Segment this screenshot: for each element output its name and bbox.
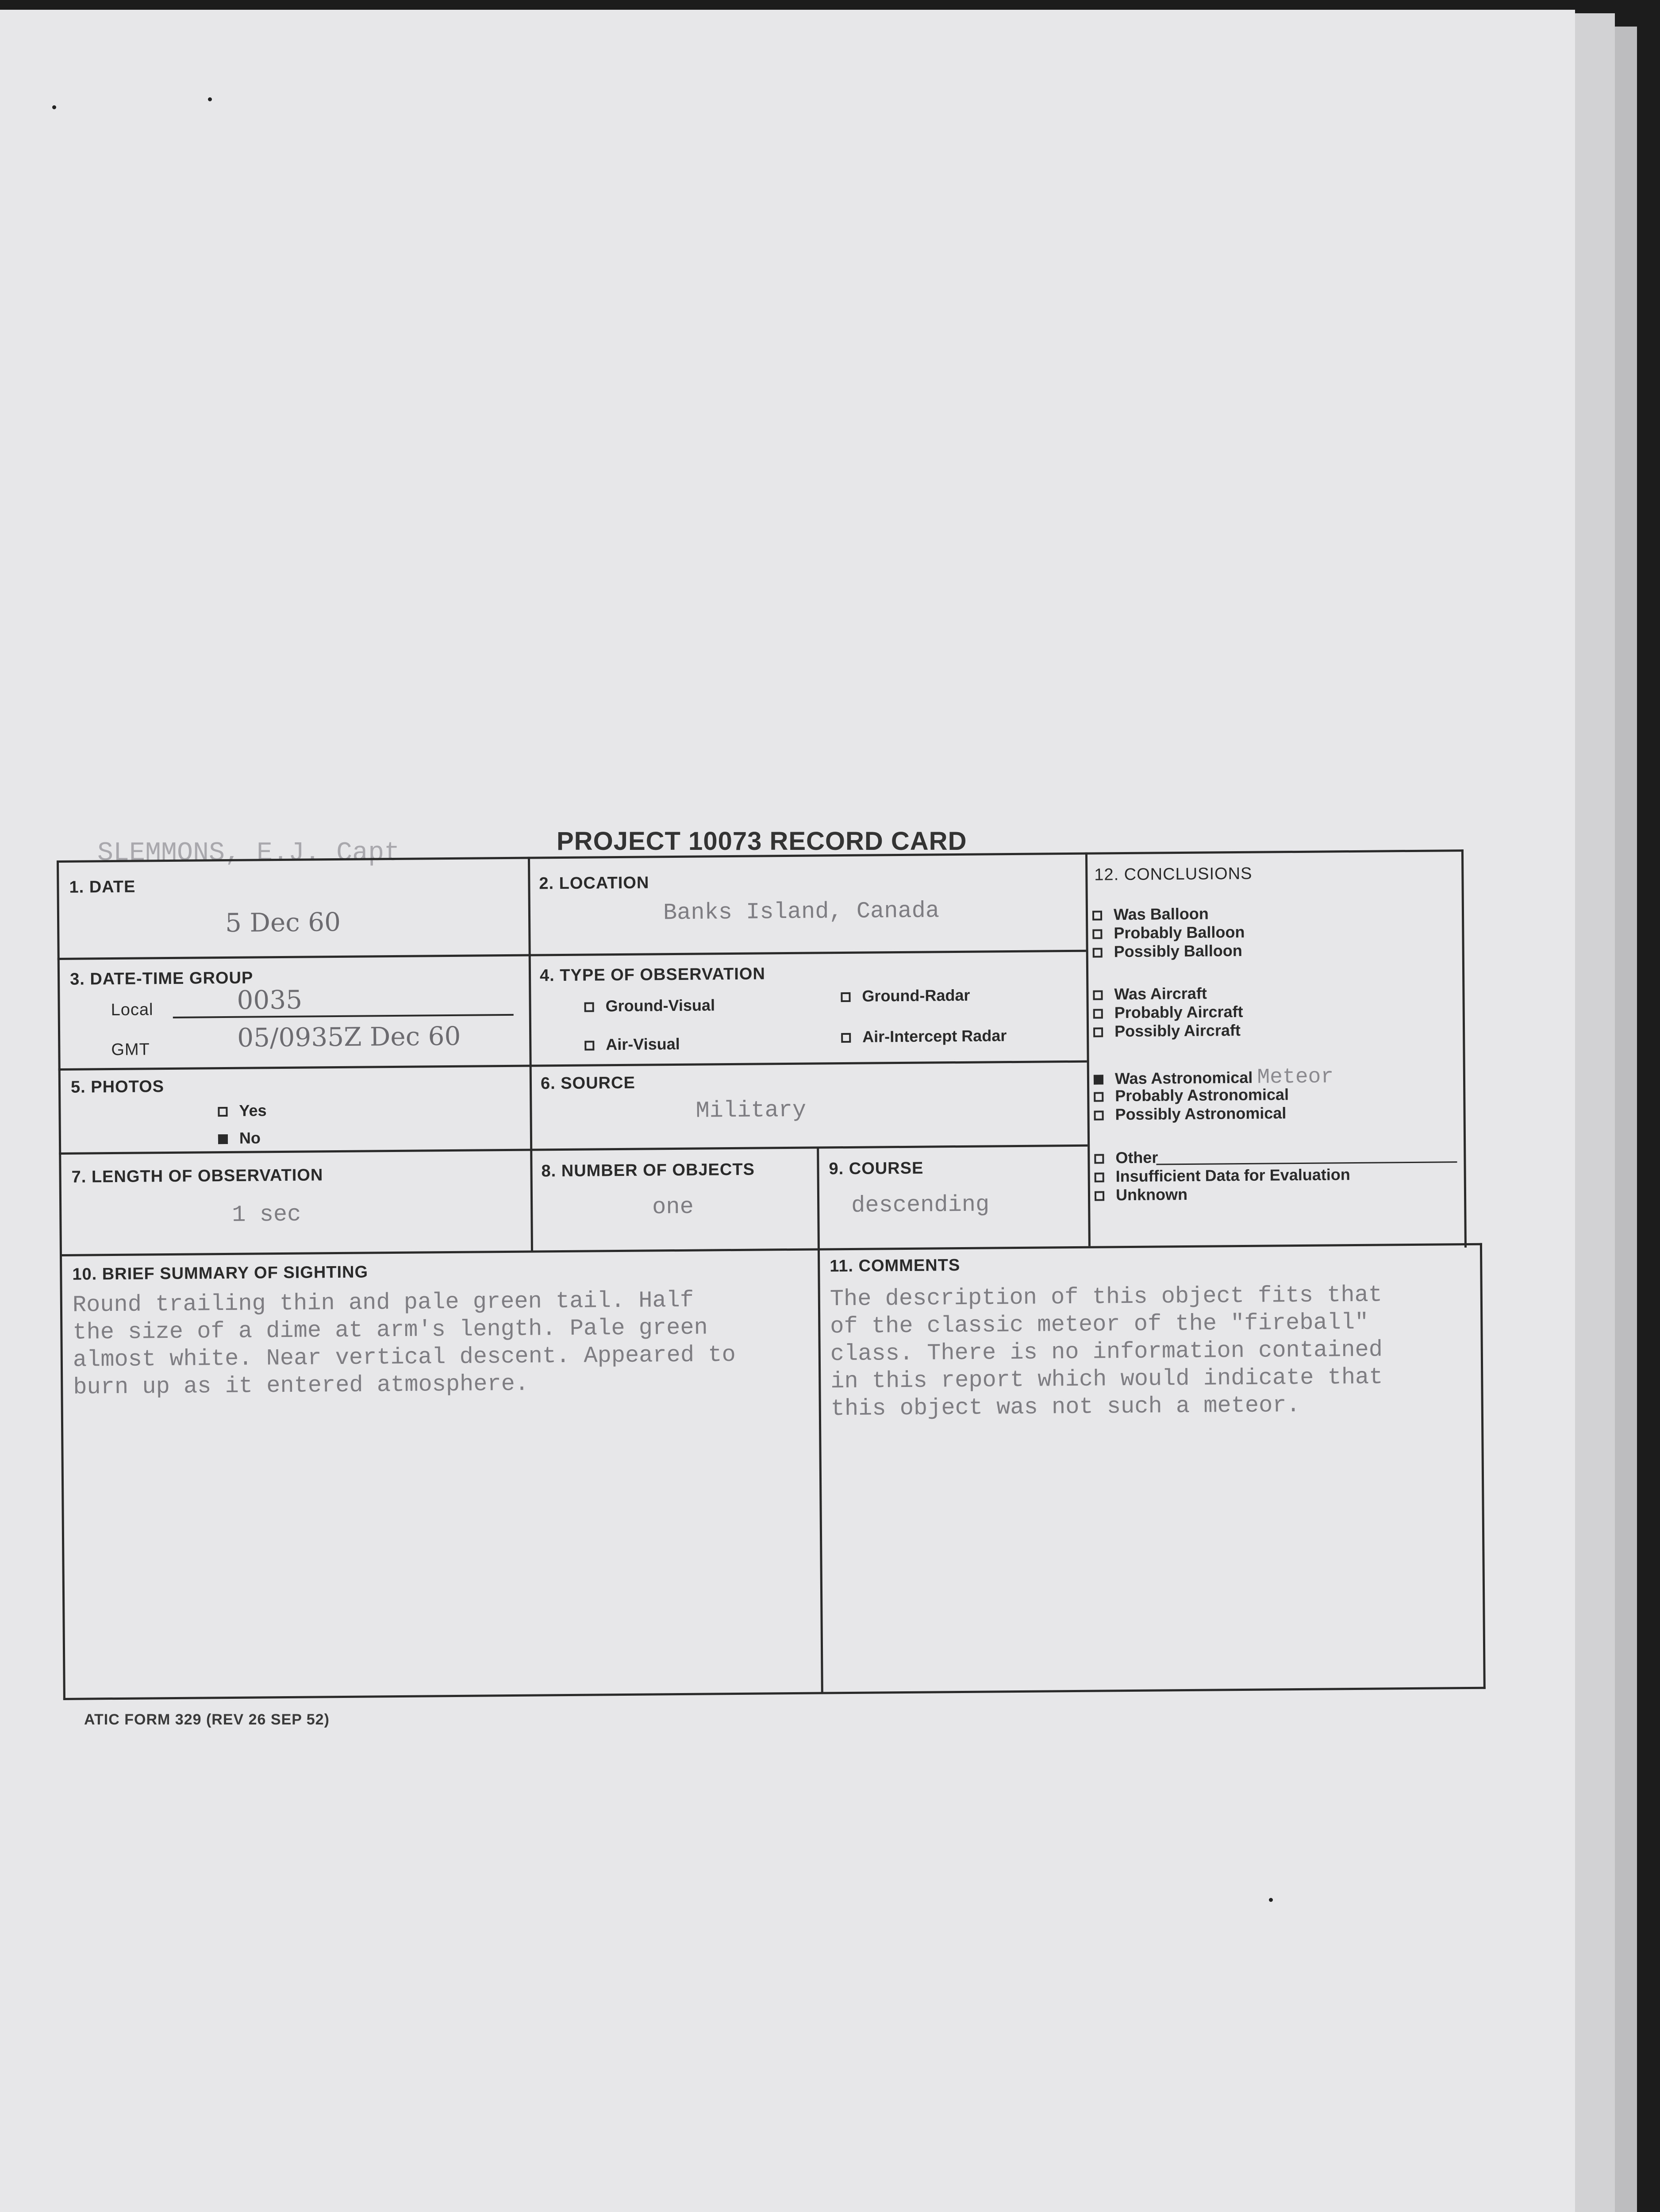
conclusion-was-aircraft[interactable]: Was Aircraft: [1093, 984, 1207, 1004]
checkbox-checked-icon: [218, 1134, 228, 1144]
local-value: 0035: [237, 984, 303, 1015]
checkbox-icon: [1093, 948, 1103, 958]
speck: [1269, 1898, 1273, 1902]
option-air-intercept-radar[interactable]: Air-Intercept Radar: [841, 1026, 1007, 1046]
comment-line: class. There is no information contained: [830, 1336, 1383, 1367]
col-divider: [1085, 853, 1091, 1246]
checkbox-icon: [1094, 1154, 1104, 1164]
course-label: 9. COURSE: [829, 1159, 924, 1179]
conclusion-other[interactable]: Other: [1094, 1148, 1158, 1167]
number-of-objects-value: one: [652, 1194, 694, 1221]
conclusion-note: Meteor: [1257, 1065, 1334, 1090]
option-air-visual[interactable]: Air-Visual: [584, 1035, 680, 1054]
course-value: descending: [851, 1191, 990, 1219]
conclusion-possibly-astronomical[interactable]: Possibly Astronomical: [1094, 1104, 1286, 1124]
location-value: Banks Island, Canada: [663, 898, 940, 926]
checkbox-icon: [841, 1033, 851, 1043]
checkbox-icon: [1094, 1092, 1103, 1102]
row-divider: [60, 1243, 1482, 1256]
form-footer: ATIC FORM 329 (REV 26 SEP 52): [84, 1711, 330, 1728]
row-divider: [59, 1144, 1087, 1155]
col-divider: [528, 857, 533, 1251]
conclusion-was-astronomical[interactable]: Was Astronomical Meteor: [1094, 1065, 1334, 1091]
source-value: Military: [696, 1097, 807, 1124]
summary-line: burn up as it entered atmosphere.: [73, 1371, 529, 1401]
summary-line: almost white. Near vertical descent. Appeared to: [73, 1341, 736, 1373]
paper-edge-shadow: [1615, 27, 1637, 2212]
comment-line: in this report which would indicate that: [830, 1364, 1383, 1395]
speck: [52, 105, 56, 109]
gmt-value: 05/0935Z Dec 60: [237, 1021, 461, 1053]
col-divider: [818, 1248, 823, 1694]
option-ground-radar[interactable]: Ground-Radar: [841, 986, 970, 1006]
comment-line: of the classic meteor of the "fireball": [830, 1309, 1369, 1340]
card-title: PROJECT 10073 RECORD CARD: [557, 827, 967, 856]
conclusion-possibly-aircraft[interactable]: Possibly Aircraft: [1093, 1021, 1241, 1041]
photos-option-no[interactable]: No: [218, 1129, 261, 1148]
number-of-objects-label: 8. NUMBER OF OBJECTS: [541, 1160, 755, 1181]
photos-option-yes[interactable]: Yes: [218, 1101, 266, 1120]
paper-edge: [1575, 13, 1615, 2212]
conclusion-probably-balloon[interactable]: Probably Balloon: [1092, 923, 1245, 943]
col-divider: [817, 1146, 820, 1248]
type-of-observation-label: 4. TYPE OF OBSERVATION: [539, 964, 765, 985]
checkbox-icon: [218, 1107, 227, 1117]
summary-line: the size of a dime at arm's length. Pale green: [73, 1314, 708, 1346]
datetime-group-label: 3. DATE-TIME GROUP: [69, 968, 254, 989]
length-of-observation-label: 7. LENGTH OF OBSERVATION: [71, 1166, 323, 1187]
photos-label: 5. PHOTOS: [70, 1077, 165, 1097]
brief-summary-text: [73, 1286, 736, 1402]
conclusion-possibly-balloon[interactable]: Possibly Balloon: [1093, 941, 1242, 961]
row-divider: [58, 950, 1086, 960]
brief-summary-label: 10. BRIEF SUMMARY OF SIGHTING: [72, 1263, 369, 1284]
checkbox-icon: [584, 1041, 594, 1051]
location-label: 2. LOCATION: [539, 873, 649, 893]
checkbox-icon: [1092, 911, 1102, 921]
summary-line: Round trailing thin and pale green tail. Half: [72, 1287, 694, 1318]
date-value: 5 Dec 60: [225, 906, 341, 938]
other-underline: [1156, 1161, 1457, 1165]
checkbox-icon: [1094, 1111, 1104, 1121]
record-card: [57, 849, 1502, 1700]
gmt-label: GMT: [111, 1040, 150, 1060]
comment-line: this object was not such a meteor.: [830, 1392, 1300, 1422]
source-label: 6. SOURCE: [540, 1073, 635, 1093]
checkbox-icon: [1093, 991, 1103, 1000]
checkbox-icon: [1093, 1028, 1103, 1037]
row-divider: [58, 1060, 1087, 1071]
conclusion-was-balloon[interactable]: Was Balloon: [1092, 905, 1209, 924]
comments-label: 11. COMMENTS: [830, 1256, 961, 1276]
comment-line: The description of this object fits that: [830, 1282, 1383, 1313]
speck: [208, 97, 212, 101]
checkbox-icon: [1093, 1009, 1103, 1019]
local-underline: [173, 1014, 514, 1018]
local-label: Local: [111, 1000, 154, 1020]
checkbox-icon: [584, 1002, 594, 1012]
checkbox-icon: [1092, 929, 1102, 939]
conclusion-unknown[interactable]: Unknown: [1095, 1185, 1187, 1205]
checkbox-icon: [1095, 1173, 1104, 1183]
comments-text: [830, 1282, 1383, 1423]
checkbox-icon: [841, 992, 850, 1002]
length-of-observation-value: 1 sec: [232, 1201, 301, 1228]
conclusion-probably-astronomical[interactable]: Probably Astronomical: [1094, 1085, 1289, 1105]
conclusion-insufficient-data[interactable]: Insufficient Data for Evaluation: [1095, 1165, 1350, 1186]
card-border-right-upper: [1461, 849, 1467, 1248]
header-name: SLEMMONS, E.J. Capt: [97, 838, 400, 868]
option-ground-visual[interactable]: Ground-Visual: [584, 996, 715, 1015]
card-border-right-lower: [1480, 1243, 1486, 1689]
conclusion-probably-aircraft[interactable]: Probably Aircraft: [1093, 1002, 1243, 1022]
date-label: 1. DATE: [69, 877, 136, 897]
checkbox-checked-icon: [1094, 1075, 1103, 1085]
checkbox-icon: [1095, 1191, 1104, 1201]
conclusions-label: 12. CONCLUSIONS: [1094, 864, 1253, 884]
